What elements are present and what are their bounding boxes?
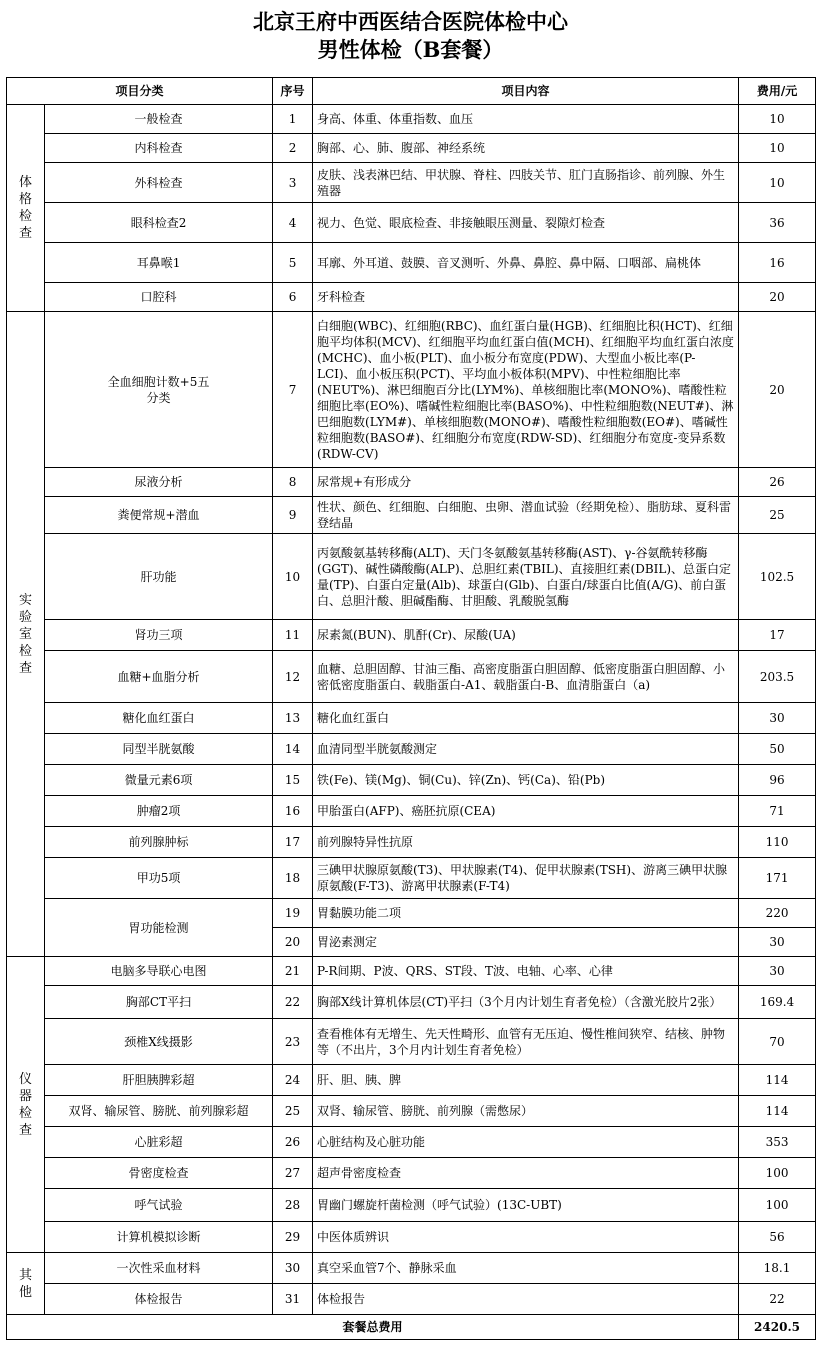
category-cell: 耳鼻喉1 [45,243,273,283]
content-cell: 性状、颜色、红细胞、白细胞、虫卵、潜血试验（经期免检）、脂肪球、夏科雷登结晶 [313,497,739,534]
seq-cell: 5 [273,243,313,283]
table-header-row [7,78,816,105]
table-row [7,105,816,134]
category-cell: 微量元素6项 [45,765,273,796]
fee-cell: 26 [739,468,816,497]
seq-cell: 4 [273,203,313,243]
content-cell: 胃黏膜功能二项 [313,899,739,928]
category-cell: 全血细胞计数+5五分类 [45,312,273,468]
table-row [7,734,816,765]
content-cell: 心脏结构及心脏功能 [313,1127,739,1158]
table-row [7,1065,816,1096]
seq-cell: 1 [273,105,313,134]
fee-cell: 30 [739,703,816,734]
table-row [7,827,816,858]
category-cell: 内科检查 [45,134,273,163]
seq-cell: 11 [273,620,313,651]
table-row [7,243,816,283]
category-cell: 同型半胱氨酸 [45,734,273,765]
table-row [7,1189,816,1222]
fee-cell: 17 [739,620,816,651]
content-cell: 前列腺特异性抗原 [313,827,739,858]
seq-cell: 7 [273,312,313,468]
table-row [7,957,816,986]
group-name-text: 实验室检查 [19,592,33,676]
fee-cell: 114 [739,1096,816,1127]
content-cell: 血糖、总胆固醇、甘油三酯、高密度脂蛋白胆固醇、低密度脂蛋白胆固醇、小密低密度脂蛋白、载脂蛋白-A1、载脂蛋白-B、血清脂蛋白（a) [313,651,739,703]
content-cell: 血清同型半胱氨酸测定 [313,734,739,765]
group-name [7,957,45,1253]
fee-cell: 100 [739,1189,816,1222]
seq-cell: 30 [273,1253,313,1284]
table-row [7,620,816,651]
fee-cell: 16 [739,243,816,283]
table-row [7,283,816,312]
fee-cell: 20 [739,312,816,468]
category-cell: 肝功能 [45,534,273,620]
table-row [7,1284,816,1315]
seq-cell: 13 [273,703,313,734]
category-cell: 肿瘤2项 [45,796,273,827]
table-row [7,203,816,243]
document-subtitle: 男性体检（B套餐） [317,37,504,62]
fee-cell: 70 [739,1019,816,1065]
content-cell: 中医体质辨识 [313,1222,739,1253]
fee-cell: 353 [739,1127,816,1158]
table-row [7,1222,816,1253]
fee-cell: 56 [739,1222,816,1253]
content-cell: 三碘甲状腺原氨酸(T3)、甲状腺素(T4)、促甲状腺素(TSH)、游离三碘甲状腺原氨酸(F-T3)、游离甲状腺素(F-T4) [313,858,739,899]
category-cell: 双肾、输尿管、膀胱、前列腺彩超 [45,1096,273,1127]
seq-cell: 27 [273,1158,313,1189]
seq-cell: 26 [273,1127,313,1158]
table-row [7,796,816,827]
fee-cell: 50 [739,734,816,765]
table-row [7,1096,816,1127]
content-cell: 尿常规+有形成分 [313,468,739,497]
fee-cell: 10 [739,163,816,203]
content-cell: 超声骨密度检查 [313,1158,739,1189]
seq-cell: 17 [273,827,313,858]
fee-cell: 114 [739,1065,816,1096]
fee-cell: 171 [739,858,816,899]
table-row [7,986,816,1019]
group-name [7,312,45,957]
category-cell: 口腔科 [45,283,273,312]
fee-cell: 20 [739,283,816,312]
seq-cell: 6 [273,283,313,312]
content-cell: 身高、体重、体重指数、血压 [313,105,739,134]
total-row [7,1315,816,1340]
seq-cell: 22 [273,986,313,1019]
content-cell: 胃幽门螺旋杆菌检测（呼气试验）(13C-UBT) [313,1189,739,1222]
category-cell: 电脑多导联心电图 [45,957,273,986]
total-label: 套餐总费用 [7,1315,739,1340]
content-cell: 甲胎蛋白(AFP)、癌胚抗原(CEA) [313,796,739,827]
content-cell: 铁(Fe)、镁(Mg)、铜(Cu)、锌(Zn)、钙(Ca)、铅(Pb) [313,765,739,796]
table-row [7,1127,816,1158]
fee-cell: 10 [739,105,816,134]
seq-cell: 18 [273,858,313,899]
fee-cell: 71 [739,796,816,827]
category-cell: 肝胆胰脾彩超 [45,1065,273,1096]
fee-cell: 25 [739,497,816,534]
category-cell: 呼气试验 [45,1189,273,1222]
seq-cell: 12 [273,651,313,703]
seq-cell: 23 [273,1019,313,1065]
fee-cell: 110 [739,827,816,858]
fee-cell: 30 [739,928,816,957]
table-row [7,858,816,899]
seq-cell: 10 [273,534,313,620]
fee-cell: 220 [739,899,816,928]
fee-cell: 203.5 [739,651,816,703]
fee-cell: 96 [739,765,816,796]
group-name-text: 仪器检查 [19,1071,33,1138]
category-cell: 计算机模拟诊断 [45,1222,273,1253]
fee-cell: 30 [739,957,816,986]
table-row [7,134,816,163]
table-row [7,1253,816,1284]
header-seq: 序号 [273,78,313,105]
category-cell: 一次性采血材料 [45,1253,273,1284]
content-cell: 丙氨酸氨基转移酶(ALT)、天门冬氨酸氨基转移酶(AST)、γ-谷氨酰转移酶(GGT)、碱性磷酸酶(ALP)、总胆红素(TBIL)、直接胆红素(DBIL)、总蛋白定量(TP)、白蛋白定量(Alb)、球蛋白(Glb)、白蛋白/球蛋白比值(A/G)、前白蛋白、总胆汁酸、胆碱酯酶、甘胆酸、乳酸脱氢酶 [313,534,739,620]
group-name [7,1253,45,1315]
table-row [7,534,816,620]
content-cell: 皮肤、浅表淋巴结、甲状腺、脊柱、四肢关节、肛门直肠指诊、前列腺、外生殖器 [313,163,739,203]
content-cell: 牙科检查 [313,283,739,312]
category-cell: 尿液分析 [45,468,273,497]
fee-cell: 22 [739,1284,816,1315]
category-cell: 外科检查 [45,163,273,203]
exam-package-table [6,77,816,1340]
seq-cell: 19 [273,899,313,928]
seq-cell: 21 [273,957,313,986]
category-cell: 心脏彩超 [45,1127,273,1158]
group-name-text: 其他 [19,1267,33,1300]
fee-cell: 36 [739,203,816,243]
table-row [7,765,816,796]
content-cell: 尿素氮(BUN)、肌酐(Cr)、尿酸(UA) [313,620,739,651]
group-name [7,105,45,312]
header-category: 项目分类 [7,78,273,105]
content-cell: 肝、胆、胰、脾 [313,1065,739,1096]
seq-cell: 16 [273,796,313,827]
content-cell: 糖化血红蛋白 [313,703,739,734]
table-body [7,105,816,1315]
content-cell: 双肾、输尿管、膀胱、前列腺（需憋尿） [313,1096,739,1127]
table-row [7,899,816,928]
table-row [7,651,816,703]
category-cell: 眼科检查2 [45,203,273,243]
content-cell: 白细胞(WBC)、红细胞(RBC)、血红蛋白量(HGB)、红细胞比积(HCT)、红细胞平均体积(MCV)、红细胞平均血红蛋白值(MCH)、红细胞平均血红蛋白浓度(MCHC)、血小板(PLT)、血小板分布宽度(PDW)、大型血小板比率(P-LCI)、血小板压积(PCT)、平均血小板体积(MPV)、中性粒细胞比率(NEUT%)、淋巴细胞百分比(LYM%)、单核细胞比率(MONO%)、嗜酸性粒细胞比率(EO%)、嗜碱性粒细胞比率(BASO%)、中性粒细胞数(NEUT#)、淋巴细胞数(LYM#)、单核细胞数(MONO#)、嗜酸性粒细胞数(EO#)、嗜碱性粒细胞数(BASO#)、红细胞分布宽度(RDW-SD)、红细胞分布宽度-变异系数(RDW-CV) [313,312,739,468]
seq-cell: 3 [273,163,313,203]
seq-cell: 8 [273,468,313,497]
table-row [7,703,816,734]
category-cell: 颈椎X线摄影 [45,1019,273,1065]
seq-cell: 2 [273,134,313,163]
category-cell: 体检报告 [45,1284,273,1315]
table-row [7,468,816,497]
seq-cell: 25 [273,1096,313,1127]
header-content: 项目内容 [313,78,739,105]
category-cell: 前列腺肿标 [45,827,273,858]
seq-cell: 31 [273,1284,313,1315]
table-row [7,163,816,203]
seq-cell: 14 [273,734,313,765]
fee-cell: 10 [739,134,816,163]
seq-cell: 28 [273,1189,313,1222]
fee-cell: 18.1 [739,1253,816,1284]
category-cell: 肾功三项 [45,620,273,651]
seq-cell: 9 [273,497,313,534]
document-title: 北京王府中西医结合医院体检中心 [253,9,568,34]
seq-cell: 15 [273,765,313,796]
category-cell: 骨密度检查 [45,1158,273,1189]
content-cell: 视力、色觉、眼底检查、非接触眼压测量、裂隙灯检查 [313,203,739,243]
content-cell: 耳廓、外耳道、鼓膜、音叉测听、外鼻、鼻腔、鼻中隔、口咽部、扁桃体 [313,243,739,283]
table-row [7,1158,816,1189]
fee-cell: 100 [739,1158,816,1189]
category-cell: 一般检查 [45,105,273,134]
total-value: 2420.5 [739,1315,816,1340]
content-cell: 查看椎体有无增生、先天性畸形、血管有无压迫、慢性椎间狭窄、结核、肿物等（不出片，3个月内计划生育者免检） [313,1019,739,1065]
header-fee: 费用/元 [739,78,816,105]
content-cell: 胃泌素测定 [313,928,739,957]
category-cell: 胸部CT平扫 [45,986,273,1019]
group-name-text: 体格检查 [19,175,33,241]
content-cell: 真空采血管7个、静脉采血 [313,1253,739,1284]
seq-cell: 24 [273,1065,313,1096]
table-row [7,497,816,534]
fee-cell: 169.4 [739,986,816,1019]
content-cell: 体检报告 [313,1284,739,1315]
content-cell: 胸部、心、肺、腹部、神经系统 [313,134,739,163]
category-cell: 甲功5项 [45,858,273,899]
category-cell: 血糖+血脂分析 [45,651,273,703]
category-cell: 胃功能检测 [45,899,273,957]
seq-cell: 20 [273,928,313,957]
content-cell: 胸部X线计算机体层(CT)平扫（3个月内计划生育者免检）（含激光胶片2张） [313,986,739,1019]
table-row [7,1019,816,1065]
seq-cell: 29 [273,1222,313,1253]
content-cell: P-R间期、P波、QRS、ST段、T波、电轴、心率、心律 [313,957,739,986]
table-row [7,312,816,468]
fee-cell: 102.5 [739,534,816,620]
category-cell: 粪便常规+潜血 [45,497,273,534]
category-cell: 糖化血红蛋白 [45,703,273,734]
